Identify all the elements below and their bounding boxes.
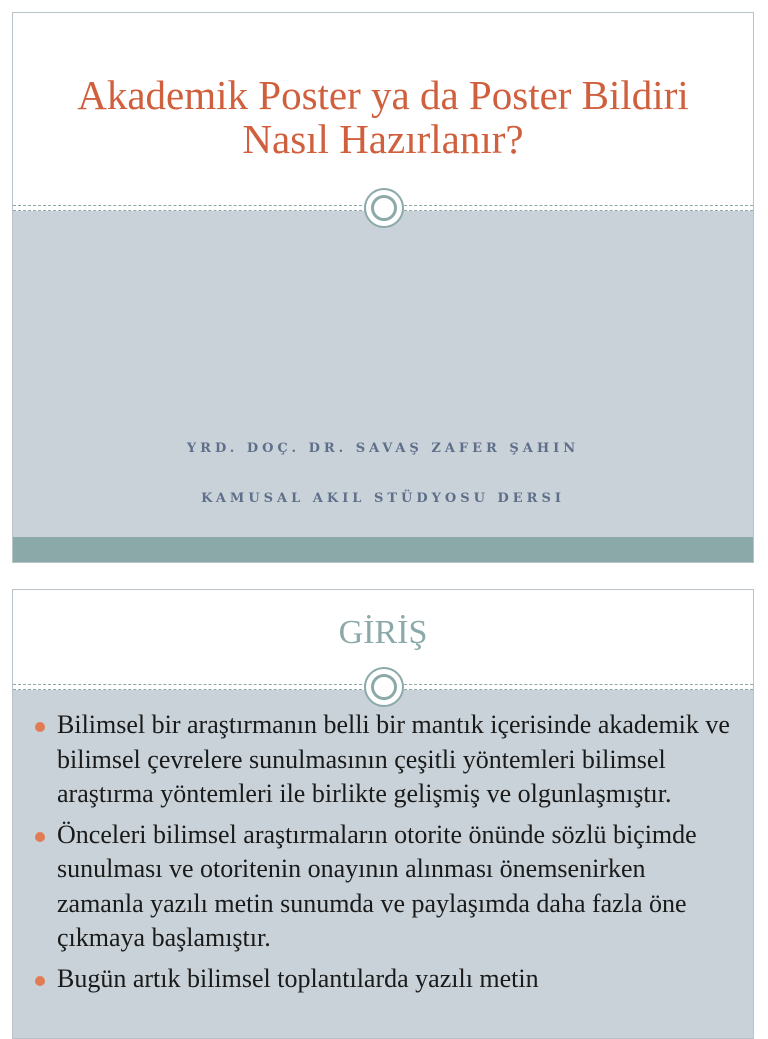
- bullet-list: [35, 708, 735, 1002]
- course-line: KAMUSAL AKIL STÜDYOSU DERSI: [201, 491, 565, 506]
- bottom-band: [13, 537, 753, 562]
- list-item: [35, 818, 735, 956]
- bullet-text: Bilimsel bir araştırmanın belli bir mantık içerisinde akademik ve bilimsel çevrelere sunulmasının çeşitli yöntemleri bilimsel araştırma yöntemleri ile birlikte gelişmiş ve olgunlaşmıştır.: [57, 710, 730, 808]
- subtitle-area: [13, 211, 753, 537]
- list-item: [35, 708, 735, 812]
- presentation-title: Akademik Poster ya da Poster Bildiri Nasıl Hazırlanır?: [77, 72, 689, 162]
- bullet-dot-icon: [35, 722, 45, 732]
- section-title: GİRİŞ: [338, 614, 428, 651]
- circle-ornament-icon: [364, 188, 404, 228]
- circle-ornament-icon: [364, 667, 404, 707]
- list-item: [35, 962, 735, 997]
- author-line: YRD. DOÇ. DR. SAVAŞ ZAFER ŞAHIN: [186, 441, 580, 456]
- bullet-dot-icon: [35, 832, 45, 842]
- title-area: [13, 13, 753, 205]
- content-slide: [12, 589, 754, 1039]
- bullet-text: Önceleri bilimsel araştırmaların otorite önünde sözlü biçimde sunulması ve otoritenin onayının alınması önemsenirken zamanla yazılı metin sunumda ve paylaşımda daha fazla öne çıkmaya başlamıştır.: [57, 819, 697, 952]
- bullet-dot-icon: [35, 976, 45, 986]
- title-slide: [12, 12, 754, 563]
- bullet-text: Bugün artık bilimsel toplantılarda yazılı metin: [57, 963, 539, 993]
